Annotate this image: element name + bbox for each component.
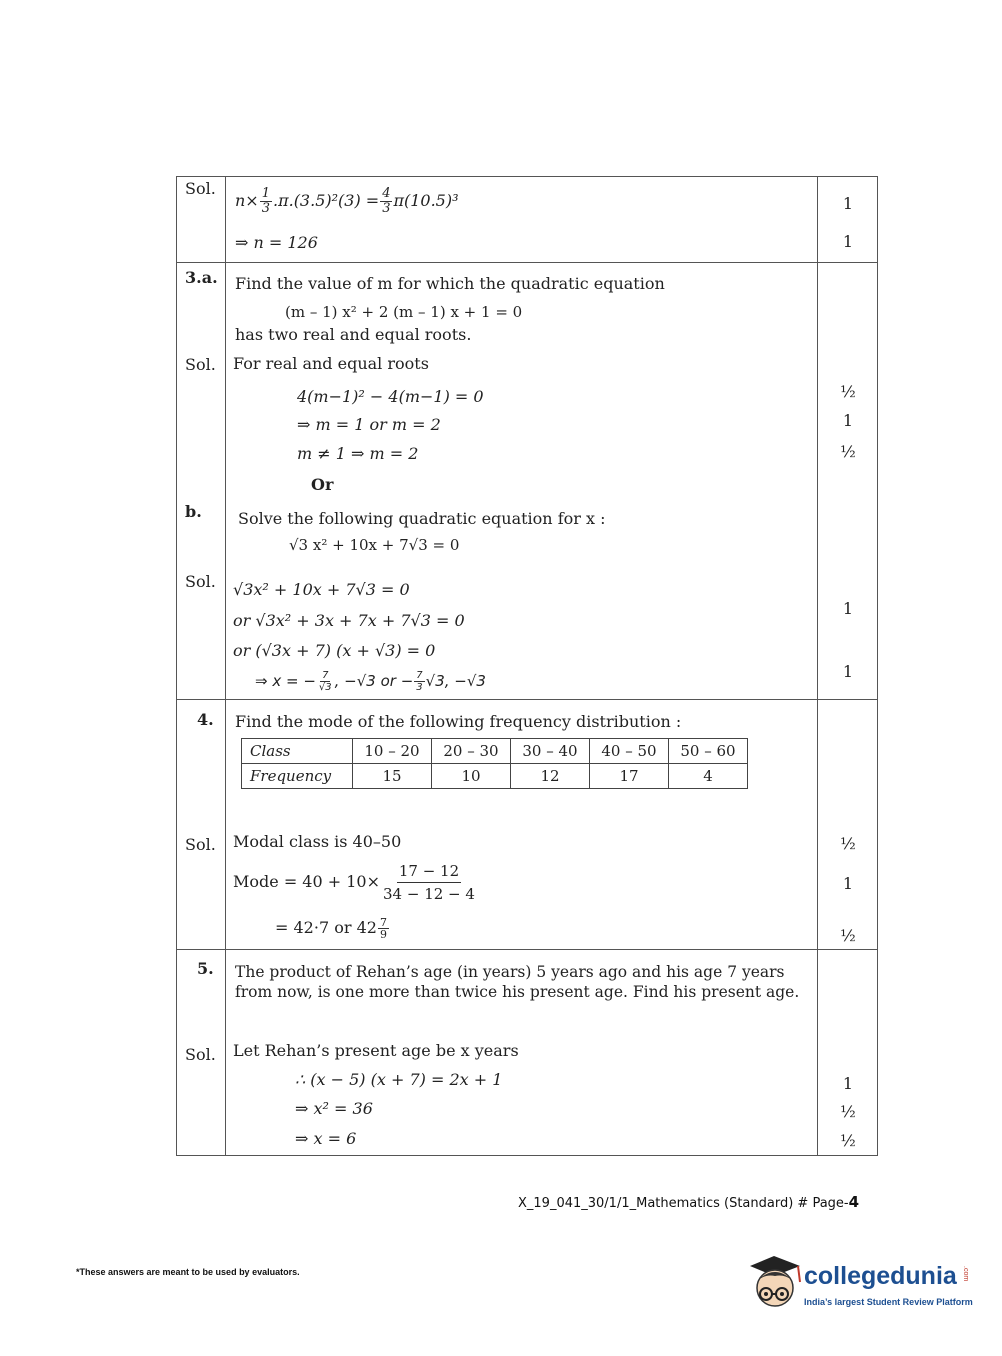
table-cell: 4 bbox=[669, 764, 748, 789]
frequency-table bbox=[241, 738, 748, 789]
question-text: The product of Rehan’s age (in years) 5 years ago and his age 7 years bbox=[235, 963, 785, 981]
footer-text: X_19_041_30/1/1_Mathematics (Standard) # Page- bbox=[518, 1196, 849, 1211]
solution-text: Modal class is 40–50 bbox=[233, 832, 402, 851]
sol-label: Sol. bbox=[185, 179, 216, 198]
denominator: 3 bbox=[416, 682, 423, 693]
mark: ½ bbox=[840, 1131, 856, 1150]
solution-step: or √3x² + 3x + 7x + 7√3 = 0 bbox=[233, 611, 465, 630]
question-number: 3.a. bbox=[185, 268, 218, 287]
mode-result bbox=[275, 917, 390, 940]
numerator: 7 bbox=[322, 670, 329, 681]
sol-label: Sol. bbox=[185, 572, 216, 591]
mark: 1 bbox=[842, 874, 854, 893]
denominator: 3 bbox=[382, 201, 391, 216]
fraction bbox=[414, 670, 424, 693]
solution-text: Let Rehan’s present age be x years bbox=[233, 1041, 519, 1060]
mode-formula bbox=[233, 860, 478, 905]
question-number: 4. bbox=[197, 710, 214, 729]
row-header: Class bbox=[242, 739, 353, 764]
row-divider bbox=[177, 949, 877, 950]
mark: ½ bbox=[840, 834, 856, 853]
mark: 1 bbox=[842, 599, 854, 618]
question-number: 5. bbox=[197, 959, 214, 978]
mark: 1 bbox=[842, 411, 854, 430]
mark: 1 bbox=[842, 194, 854, 213]
question-text: has two real and equal roots. bbox=[235, 325, 472, 344]
numerator: 4 bbox=[382, 186, 391, 201]
question-equation: √3 x² + 10x + 7√3 = 0 bbox=[289, 536, 460, 554]
fraction bbox=[378, 917, 389, 940]
question-equation: (m – 1) x² + 2 (m – 1) x + 1 = 0 bbox=[285, 303, 523, 321]
table-cell: 20 – 30 bbox=[432, 739, 511, 764]
brand-suffix: .com bbox=[962, 1266, 969, 1282]
mark: 1 bbox=[842, 662, 854, 681]
solution-step: 4(m−1)² − 4(m−1) = 0 bbox=[297, 387, 484, 406]
question-text: Solve the following quadratic equation for x : bbox=[238, 509, 606, 528]
table-cell: 10 bbox=[432, 764, 511, 789]
row-divider bbox=[177, 262, 877, 263]
row-header: Frequency bbox=[242, 764, 353, 789]
equation-text: = 42·7 or 42 bbox=[275, 918, 377, 937]
denominator: √3 bbox=[318, 682, 332, 693]
solution-step: ∴ (x − 5) (x + 7) = 2x + 1 bbox=[295, 1070, 503, 1089]
solution-step: ⇒ x = 6 bbox=[295, 1129, 357, 1148]
equation-text: √3, −√3 bbox=[425, 672, 486, 690]
table-cell: 30 – 40 bbox=[511, 739, 590, 764]
brand-tagline: India’s largest Student Review Platform bbox=[804, 1297, 973, 1307]
volume-equation bbox=[235, 187, 459, 216]
solution-step: √3x² + 10x + 7√3 = 0 bbox=[233, 580, 410, 599]
mark: ½ bbox=[840, 926, 856, 945]
solution-step: ⇒ m = 1 or m = 2 bbox=[297, 415, 441, 434]
numerator: 1 bbox=[261, 186, 270, 201]
fraction bbox=[260, 187, 272, 216]
equation-text: Mode = 40 + 10× bbox=[233, 872, 381, 891]
question-text: from now, is one more than twice his present age. Find his present age. bbox=[235, 983, 800, 1001]
solution-text: For real and equal roots bbox=[233, 354, 429, 373]
solution-final bbox=[255, 670, 486, 693]
row-divider bbox=[177, 699, 877, 700]
equation-text: , −√3 or − bbox=[334, 672, 414, 690]
table-row bbox=[242, 739, 748, 764]
denominator: 9 bbox=[379, 928, 387, 941]
result: ⇒ n = 126 bbox=[235, 233, 318, 252]
solution-step: m ≠ 1 ⇒ m = 2 bbox=[297, 444, 419, 463]
answer-sheet-table bbox=[176, 176, 878, 1156]
table-cell: 10 – 20 bbox=[353, 739, 432, 764]
mark: ½ bbox=[840, 442, 856, 461]
numerator: 7 bbox=[379, 916, 387, 929]
table-cell: 40 – 50 bbox=[590, 739, 669, 764]
denominator: 34 − 12 − 4 bbox=[383, 885, 475, 903]
fraction bbox=[381, 860, 477, 905]
column-divider-label bbox=[225, 177, 226, 1155]
or-separator: Or bbox=[311, 475, 334, 494]
page-footer bbox=[518, 1193, 859, 1211]
equation-text: n× bbox=[235, 191, 259, 210]
sol-label: Sol. bbox=[185, 835, 216, 854]
question-text: Find the mode of the following frequency distribution : bbox=[235, 712, 682, 731]
denominator: 3 bbox=[261, 201, 270, 216]
equation-text: π(10.5)³ bbox=[393, 191, 459, 210]
brand-name: collegedunia bbox=[804, 1262, 957, 1290]
mark: 1 bbox=[842, 232, 854, 251]
sol-label: Sol. bbox=[185, 1045, 216, 1064]
sol-label: Sol. bbox=[185, 355, 216, 374]
fraction bbox=[380, 187, 392, 216]
mark: 1 bbox=[842, 1074, 854, 1093]
evaluator-note: *These answers are meant to be used by evaluators. bbox=[76, 1267, 300, 1277]
fraction bbox=[317, 670, 334, 693]
numerator: 7 bbox=[416, 670, 423, 681]
question-text: Find the value of m for which the quadratic equation bbox=[235, 274, 665, 293]
table-cell: 15 bbox=[353, 764, 432, 789]
mark: ½ bbox=[840, 1102, 856, 1121]
page-number: 4 bbox=[848, 1193, 860, 1211]
table-cell: 17 bbox=[590, 764, 669, 789]
solution-step: ⇒ x² = 36 bbox=[295, 1099, 373, 1118]
question-number: b. bbox=[185, 502, 202, 521]
equation-text: .π.(3.5)²(3) = bbox=[273, 191, 380, 210]
numerator: 17 − 12 bbox=[397, 860, 461, 883]
solution-step: or (√3x + 7) (x + √3) = 0 bbox=[233, 641, 436, 660]
table-row bbox=[242, 764, 748, 789]
table-cell: 12 bbox=[511, 764, 590, 789]
equation-text: ⇒ x = − bbox=[255, 672, 316, 690]
mark: ½ bbox=[840, 382, 856, 401]
table-cell: 50 – 60 bbox=[669, 739, 748, 764]
